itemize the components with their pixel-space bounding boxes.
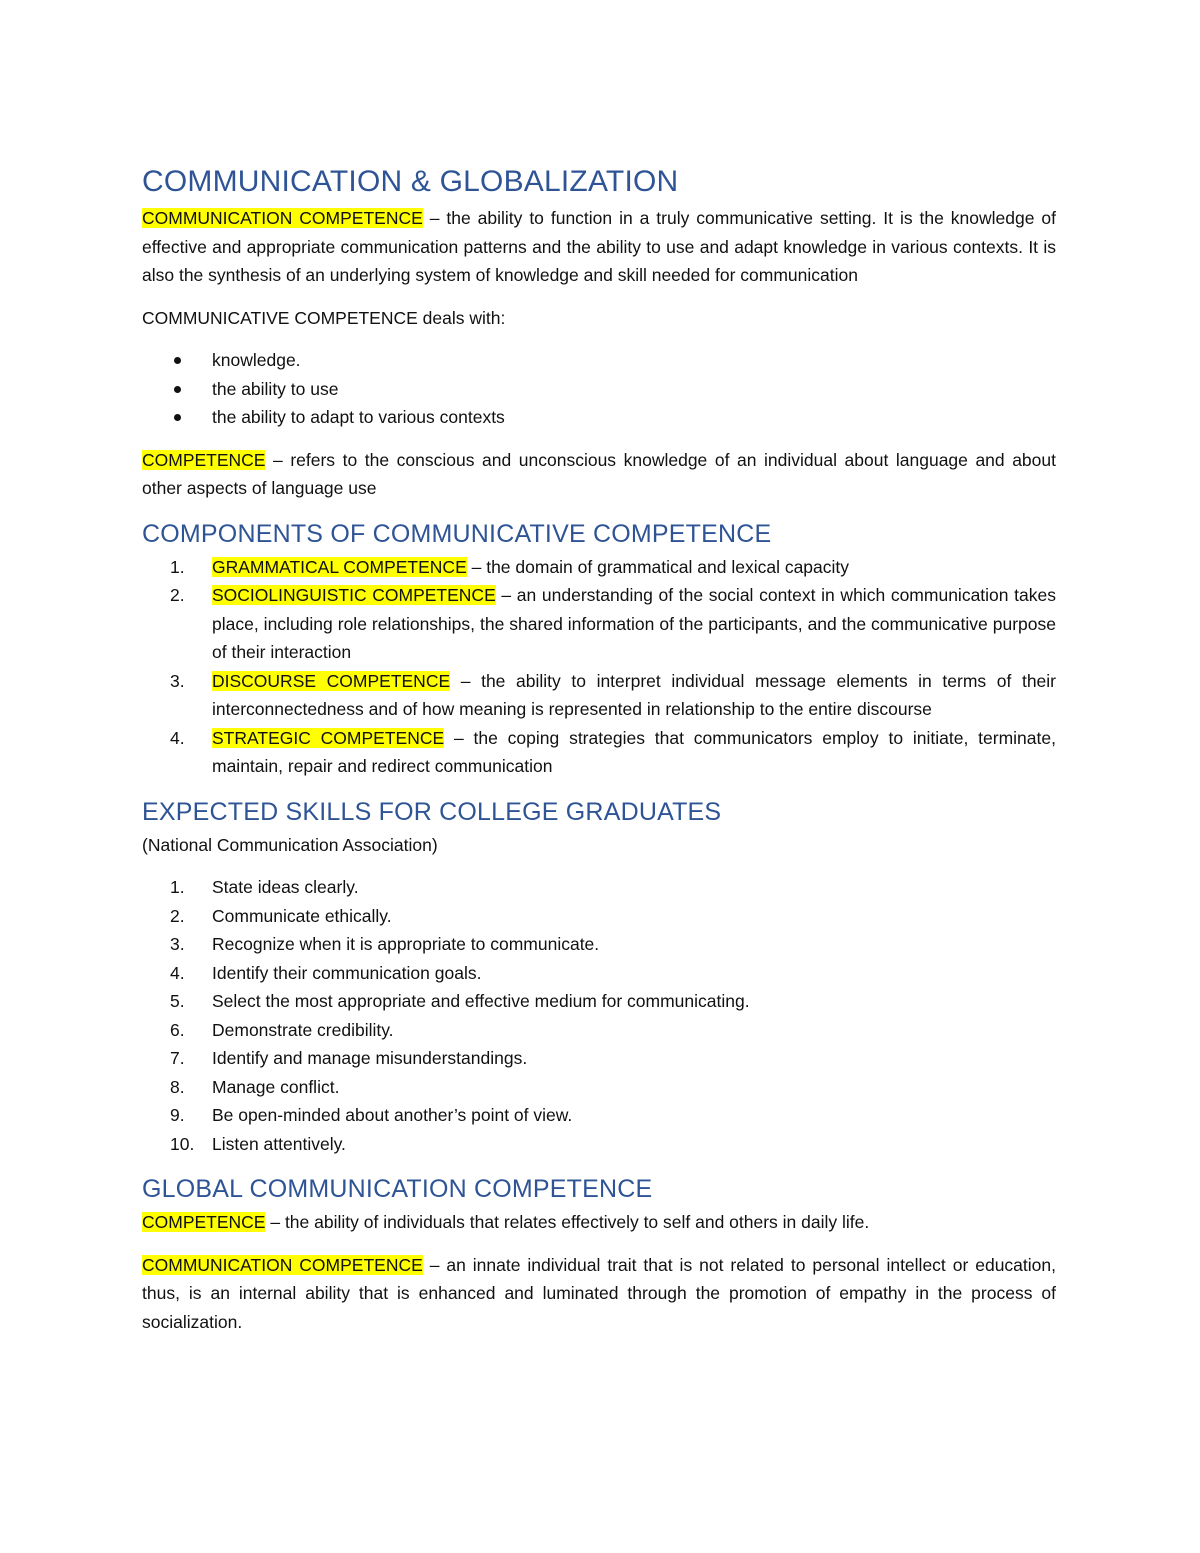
list-number: 5. [170, 991, 185, 1011]
bullet-icon [174, 414, 181, 421]
intro-paragraph [142, 204, 1056, 290]
list-number: 4. [170, 727, 185, 748]
list-item-text: Identify and manage misunderstandings. [212, 1048, 528, 1068]
global-communication-paragraph [142, 1251, 1056, 1337]
global-competence-paragraph [142, 1208, 1056, 1237]
list-item-text: Demonstrate credibility. [212, 1019, 394, 1040]
components-heading: COMPONENTS OF COMMUNICATIVE COMPETENCE [142, 519, 772, 548]
components-list [142, 553, 1056, 781]
document-title: COMMUNICATION & GLOBALIZATION [142, 165, 679, 198]
definition-text: – an understanding of the social context in which communication takes place, including role relationships, the shared information of the participants, and the communicative purpose of their interaction [212, 585, 1056, 662]
competence-paragraph [142, 446, 1056, 503]
list-item [142, 930, 1056, 959]
highlighted-term: DISCOURSE COMPETENCE [212, 670, 451, 691]
definition-text: – the ability to interpret individual message elements in terms of their interconnectedness and of how meaning is represented in relationship to the entire discourse [212, 670, 1056, 719]
definition-text: – the coping strategies that communicators employ to initiate, terminate, maintain, repair and redirect communication [212, 727, 1056, 776]
list-item [142, 873, 1056, 902]
list-item [142, 581, 1056, 667]
list-number: 1. [170, 556, 185, 577]
list-item [142, 902, 1056, 931]
list-item [142, 667, 1056, 724]
document-page [142, 162, 1056, 1350]
list-number: 7. [170, 1048, 185, 1068]
list-number: 9. [170, 1105, 185, 1125]
list-item [142, 1101, 1056, 1130]
list-item-text: Select the most appropriate and effective medium for communicating. [212, 991, 750, 1011]
list-item [142, 1016, 1056, 1045]
global-heading: GLOBAL COMMUNICATION COMPETENCE [142, 1175, 653, 1203]
list-item-text: the ability to adapt to various contexts [212, 407, 505, 427]
deals-with-label: COMMUNICATIVE COMPETENCE deals with: [142, 307, 506, 328]
list-item-text: Communicate ethically. [212, 905, 392, 926]
list-item-text: Be open-minded about another’s point of view. [212, 1105, 573, 1125]
list-item [142, 1073, 1056, 1102]
definition-text: – the ability to function in a truly communicative setting. It is the knowledge of effective and appropriate communication patterns and the ability to use and adapt knowledge in various contexts. It is also the synthesis of an underlying system of knowledge and skill needed for communication [142, 208, 1056, 285]
list-number: 3. [170, 934, 185, 954]
list-item [142, 724, 1056, 781]
list-item-text: State ideas clearly. [212, 877, 359, 897]
skills-heading: EXPECTED SKILLS FOR COLLEGE GRADUATES [142, 797, 722, 826]
skills-source: (National Communication Association) [142, 834, 438, 855]
highlighted-term: STRATEGIC COMPETENCE [212, 727, 445, 748]
list-number: 10. [170, 1133, 195, 1154]
list-item [142, 1044, 1056, 1073]
skills-list [142, 873, 1056, 1158]
list-item [142, 375, 1056, 404]
list-number: 4. [170, 962, 185, 983]
list-item [142, 553, 1056, 582]
list-item [142, 959, 1056, 988]
list-item [142, 1130, 1056, 1159]
list-item-text: Manage conflict. [212, 1076, 340, 1097]
highlighted-term: COMPETENCE [142, 449, 266, 470]
highlighted-term: COMMUNICATION COMPETENCE [142, 1254, 423, 1275]
list-item-text: the ability to use [212, 378, 339, 399]
definition-text: – refers to the conscious and unconscious knowledge of an individual about language and about other aspects of language use [142, 449, 1056, 498]
definition-text: – the ability of individuals that relates effectively to self and others in daily life. [265, 1212, 870, 1232]
list-item-text: knowledge. [212, 350, 301, 370]
list-item-text: Identify their communication goals. [212, 962, 482, 983]
list-item [142, 403, 1056, 432]
list-number: 6. [170, 1019, 185, 1040]
highlighted-term: COMPETENCE [142, 1212, 266, 1232]
highlighted-term: SOCIOLINGUISTIC COMPETENCE [212, 585, 496, 605]
list-number: 8. [170, 1076, 185, 1097]
list-item [142, 346, 1056, 375]
deals-with-list [142, 346, 1056, 432]
list-item [142, 987, 1056, 1016]
list-number: 1. [170, 877, 185, 897]
list-number: 3. [170, 670, 185, 691]
list-item-text: Recognize when it is appropriate to communicate. [212, 934, 600, 954]
list-item-text: Listen attentively. [212, 1133, 346, 1154]
definition-text: – an innate individual trait that is not related to personal intellect or education, thus, is an internal ability that is enhanced and luminated through the promotion of empathy in the process of socialization. [142, 1254, 1056, 1332]
highlighted-term: GRAMMATICAL COMPETENCE [212, 556, 467, 577]
bullet-icon [174, 357, 181, 364]
list-number: 2. [170, 905, 185, 926]
definition-text: – the domain of grammatical and lexical capacity [466, 556, 850, 577]
highlighted-term: COMMUNICATION COMPETENCE [142, 208, 423, 228]
bullet-icon [174, 386, 181, 393]
list-number: 2. [170, 585, 185, 605]
